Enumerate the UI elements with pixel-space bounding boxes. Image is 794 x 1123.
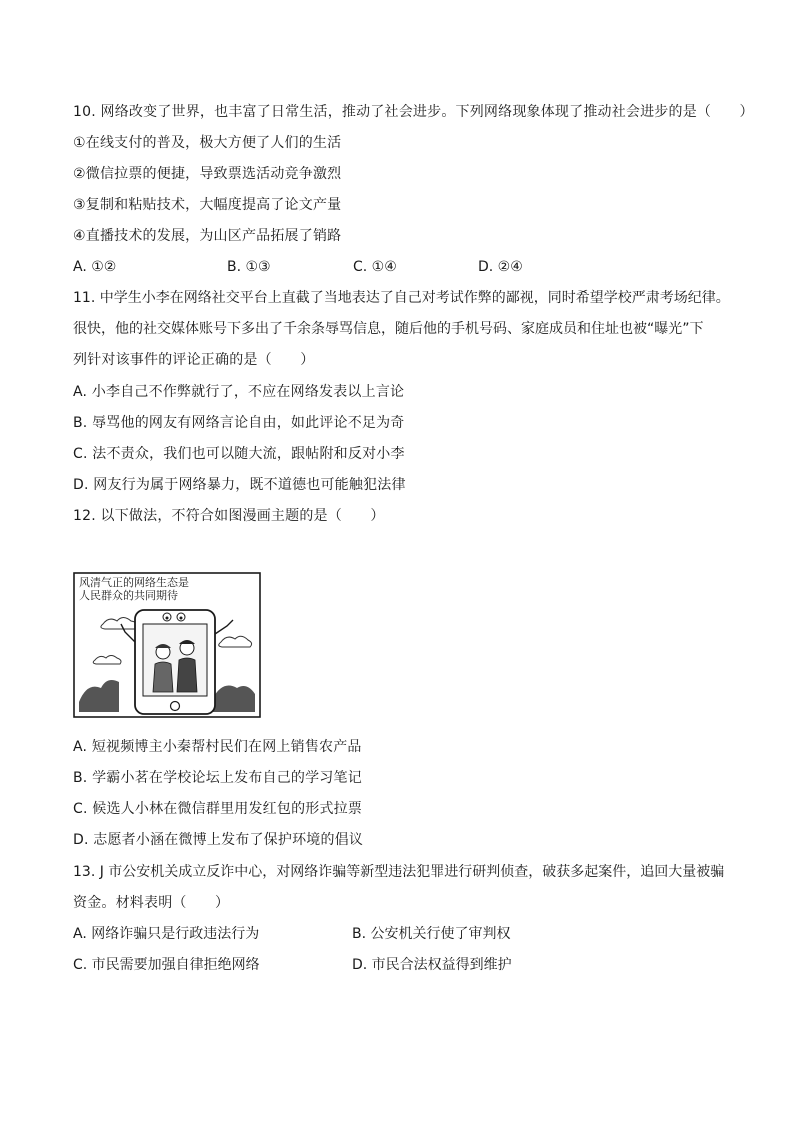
comic-caption-line-1: 风清气正的网络生态是 — [79, 576, 189, 589]
q11-option-a: A. 小李自己不作弊就行了，不应在网络发表以上言论 — [73, 384, 405, 400]
q13-option-a: A. 网络诈骗只是行政违法行为 — [73, 926, 260, 942]
q12-option-b: B. 学霸小茗在学校论坛上发布自己的学习笔记 — [73, 770, 362, 786]
q11-option-c: C. 法不责众，我们也可以随大流，跟帖附和反对小李 — [73, 446, 405, 462]
q10-statement-4: ④直播技术的发展，为山区产品拓展了销路 — [73, 228, 342, 244]
q13-option-c: C. 市民需要加强自律拒绝网络 — [73, 957, 260, 973]
q10-option-b: B. ①③ — [227, 259, 271, 275]
q11-option-d: D. 网友行为属于网络暴力，既不道德也可能触犯法律 — [73, 477, 406, 493]
q13-stem-line-2: 资金。材料表明（ ） — [73, 895, 230, 911]
q10-statement-1: ①在线支付的普及，极大方便了人们的生活 — [73, 135, 342, 151]
q12-option-c: C. 候选人小林在微信群里用发红包的形式拉票 — [73, 801, 363, 817]
q10-stem: 10. 网络改变了世界，也丰富了日常生活，推动了社会进步。下列网络现象体现了推动社会进步的是（ ） — [73, 104, 754, 120]
q12-option-d: D. 志愿者小涵在微博上发布了保护环境的倡议 — [73, 832, 364, 848]
q11-stem-line-2: 很快，他的社交媒体账号下多出了千余条辱骂信息，随后他的手机号码、家庭成员和住址也被“曝光”下 — [73, 321, 704, 337]
q11-stem-line-1: 11. 中学生小李在网络社交平台上直截了当地表达了自己对考试作弊的鄙视，同时希望学校严肃考场纪律。 — [73, 290, 730, 306]
q10-statement-2: ②微信拉票的便捷，导致票选活动竞争激烈 — [73, 166, 342, 182]
q13-option-b: B. 公安机关行使了审判权 — [352, 926, 511, 942]
q10-option-a: A. ①② — [73, 259, 117, 275]
q13-option-d: D. 市民合法权益得到维护 — [352, 957, 512, 973]
comic-illustration — [73, 572, 261, 718]
comic-caption-line-2: 人民群众的共同期待 — [79, 589, 178, 602]
q10-statement-3: ③复制和粘贴技术，大幅度提高了论文产量 — [73, 197, 342, 213]
q11-option-b: B. 辱骂他的网友有网络言论自由，如此评论不足为奇 — [73, 415, 405, 431]
q12-stem: 12. 以下做法，不符合如图漫画主题的是（ ） — [73, 508, 385, 524]
phone-screen — [143, 624, 207, 696]
q12-option-a: A. 短视频博主小秦帮村民们在网上销售农产品 — [73, 739, 362, 755]
q11-stem-line-3: 列针对该事件的评论正确的是（ ） — [73, 352, 315, 368]
q10-option-d: D. ②④ — [478, 259, 523, 275]
q13-stem-line-1: 13. J 市公安机关成立反诈中心，对网络诈骗等新型违法犯罪进行研判侦查，破获多起案件，追回大量被骗 — [73, 864, 725, 880]
q10-option-c: C. ①④ — [353, 259, 397, 275]
